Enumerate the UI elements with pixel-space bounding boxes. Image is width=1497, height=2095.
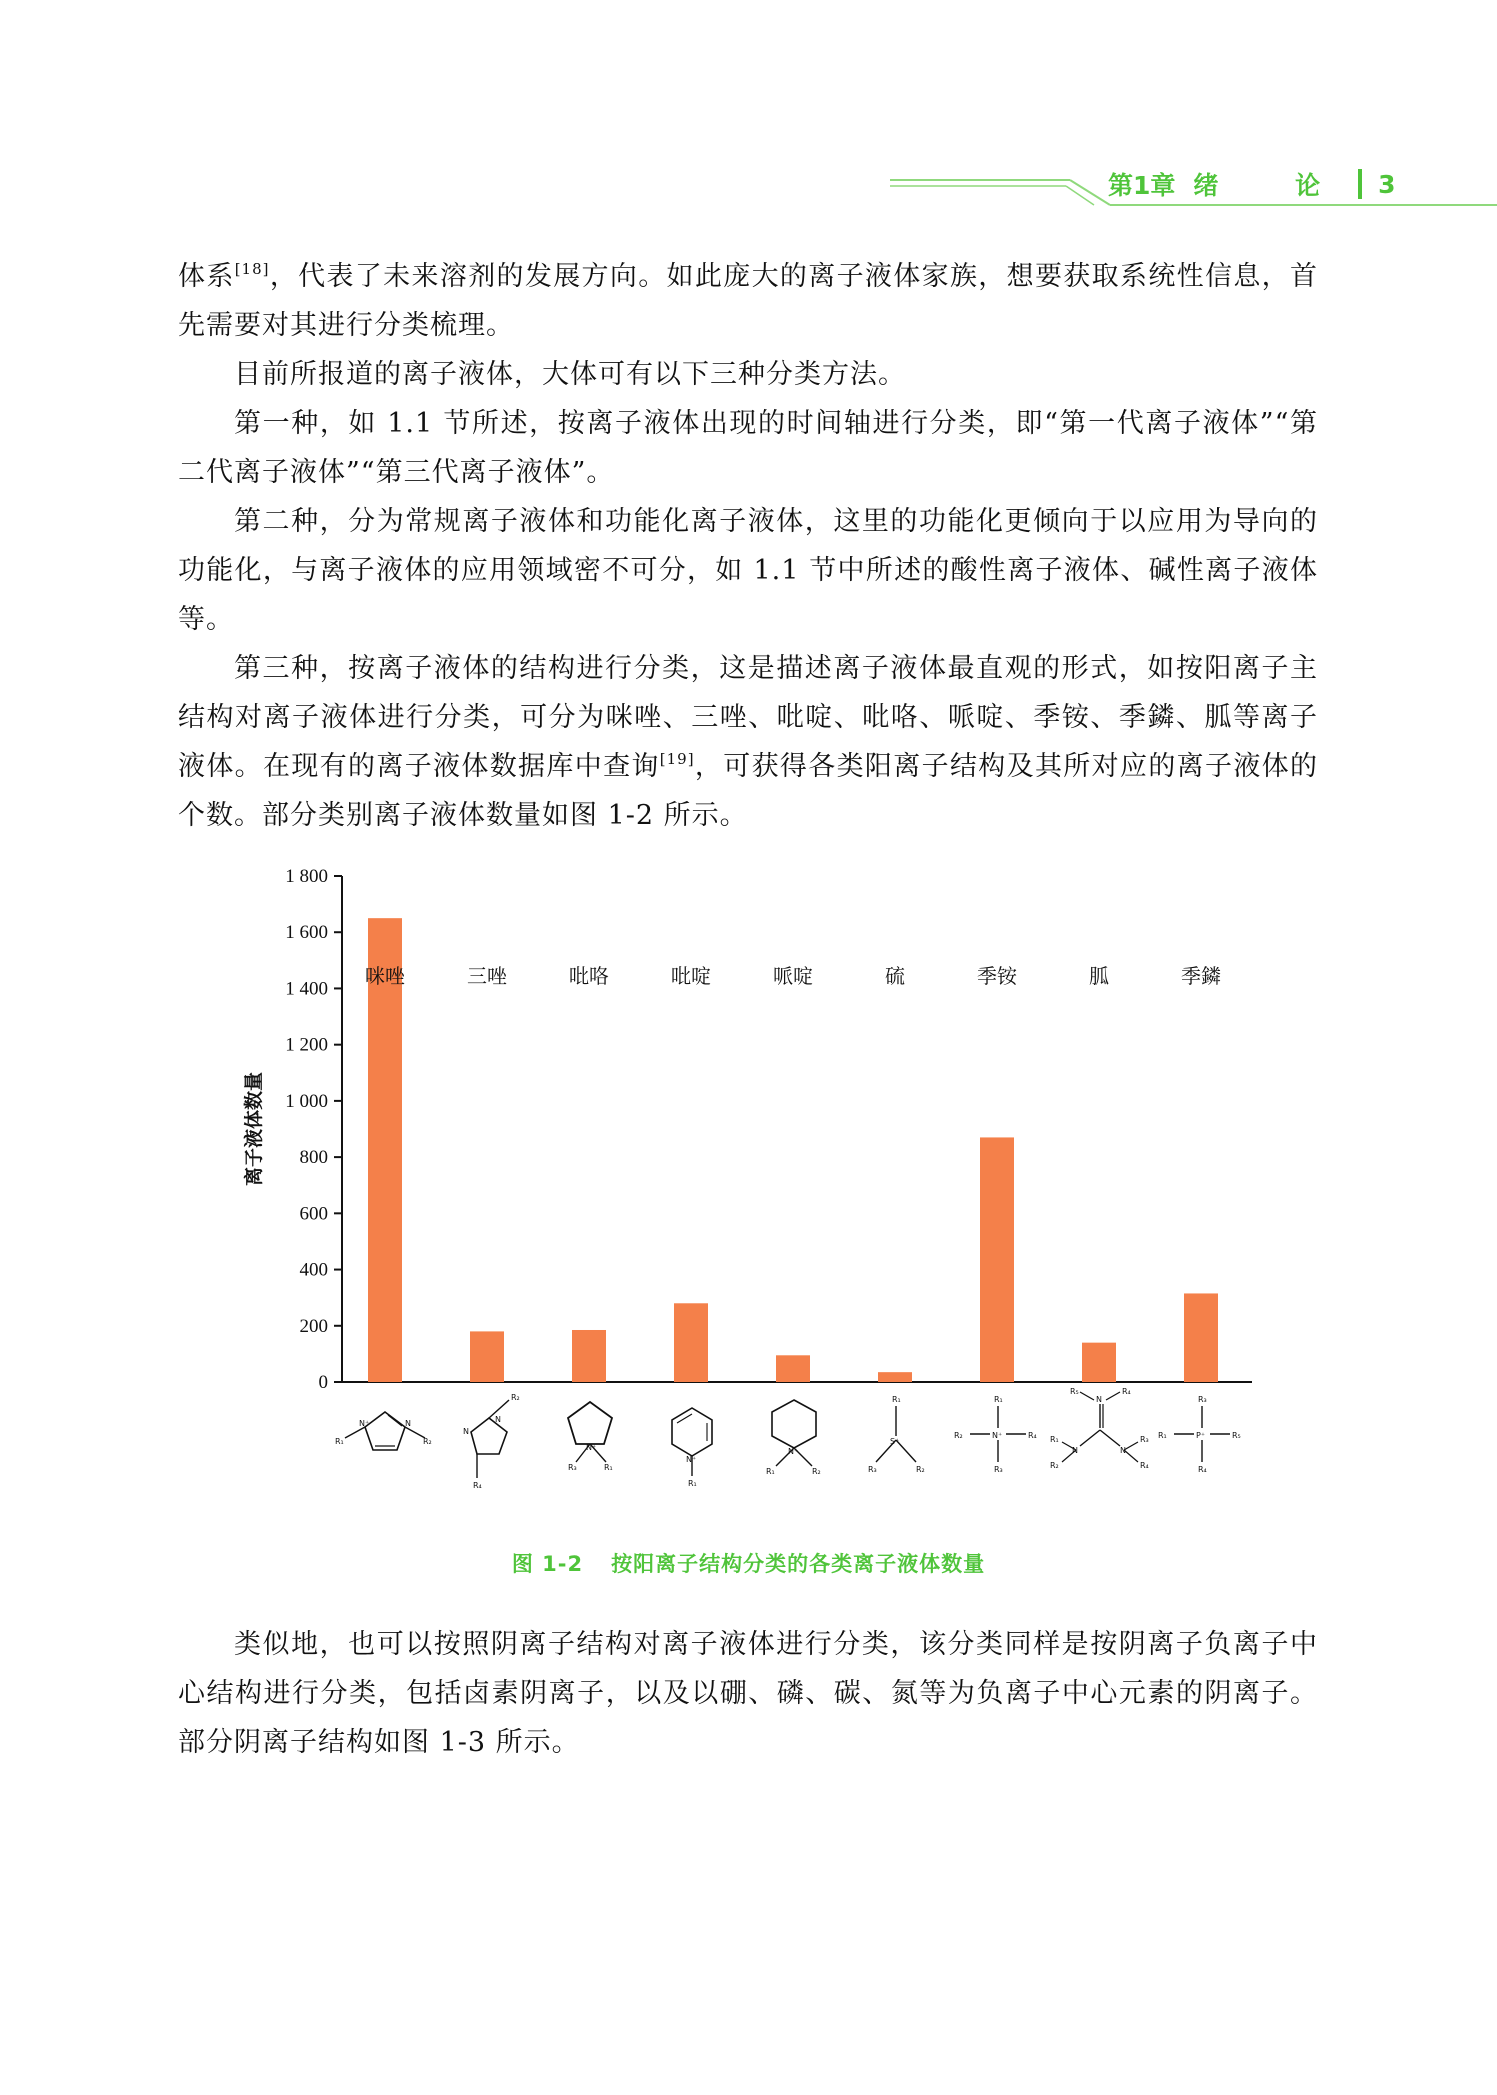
piperidinium-structure xyxy=(744,1390,844,1510)
atom-label: N xyxy=(463,1427,469,1436)
imidazolium-structure xyxy=(335,1390,435,1510)
chapter-title: 绪 论 xyxy=(1193,171,1355,200)
atom-label: N xyxy=(1072,1446,1078,1455)
atom-label: R₁ xyxy=(688,1479,697,1488)
atom-label: R₁ xyxy=(892,1395,901,1404)
y-tick-label: 200 xyxy=(299,1315,328,1337)
atom-label: R₃ xyxy=(868,1465,877,1474)
atom-label: R₁ xyxy=(766,1467,775,1476)
paragraph-3: 第一种，如 1.1 节所述，按离子液体出现的时间轴进行分类，即“第一代离子液体”“第二代离子液体”“第三代离子液体”。 xyxy=(178,408,1318,488)
bar-9 xyxy=(1184,1293,1218,1382)
category-label: 胍 xyxy=(1089,964,1109,988)
y-tick-label: 600 xyxy=(299,1203,328,1225)
y-tick-label: 1 200 xyxy=(285,1034,328,1056)
atom-label: R₃ xyxy=(568,1463,577,1472)
atom-label: R₃ xyxy=(1140,1435,1149,1444)
atom-label: R₄ xyxy=(1122,1387,1131,1396)
category-label: 吡咯 xyxy=(569,964,609,988)
triazolium-structure xyxy=(437,1390,537,1510)
figure-caption xyxy=(0,1548,1497,1578)
paragraph-5-text-a: 第三种，按离子液体的结构进行分类，这是描述离子液体最直观的形式，如按阳离子主结构对离子液体进行分类，可分为咪唑、三唑、吡啶、吡咯、哌啶、季铵、季鏻、胍等离子液体。在现有的离子液体数据库中查询 xyxy=(178,653,1318,782)
phosphonium-structure xyxy=(1152,1390,1252,1510)
header-separator xyxy=(1358,169,1362,199)
bar-8 xyxy=(1082,1343,1116,1382)
paragraph-1 xyxy=(178,252,1318,350)
atom-label: N⁺ xyxy=(686,1455,697,1464)
atom-label: N⁺ xyxy=(586,1443,597,1452)
atom-label: R₁ xyxy=(1050,1435,1059,1444)
category-label: 咪唑 xyxy=(365,964,405,988)
paragraph-6: 类似地，也可以按照阴离子结构对离子液体进行分类，该分类同样是按阴离子负离子中心结构进行分类，包括卤素阴离子，以及以硼、磷、碳、氮等为负离子中心元素的阴离子。部分阴离子结构如图 1-3 所示。 xyxy=(178,1629,1318,1758)
y-tick-label: 1 800 xyxy=(285,866,328,887)
atom-label: N xyxy=(495,1415,501,1424)
chapter-number: 第1章 xyxy=(1108,171,1176,200)
atom-label: R₂ xyxy=(423,1437,432,1446)
atom-label: R₂ xyxy=(812,1467,821,1476)
atom-label: R₁ xyxy=(335,1437,344,1446)
figure-caption-number: 图 1-2 xyxy=(511,1552,584,1576)
bar-5 xyxy=(776,1355,810,1382)
bar-4 xyxy=(674,1303,708,1382)
citation-18: [18] xyxy=(234,260,270,278)
paragraph-1-text-a: 体系 xyxy=(178,261,235,292)
running-head xyxy=(1108,164,1396,204)
atom-label: R₁ xyxy=(604,1463,613,1472)
category-label: 三唑 xyxy=(467,964,507,988)
y-tick-label: 1 000 xyxy=(285,1090,328,1112)
page-header xyxy=(0,0,1497,230)
category-label: 吡啶 xyxy=(671,964,711,988)
figure-caption-text: 按阳离子结构分类的各类离子液体数量 xyxy=(611,1552,986,1576)
bar-3 xyxy=(572,1330,606,1382)
atom-label: P⁺ xyxy=(1196,1431,1206,1440)
atom-label: N xyxy=(405,1419,411,1428)
bar-6 xyxy=(878,1372,912,1382)
pyridinium-structure xyxy=(642,1390,742,1510)
paragraph-5-text-b: ，可获得各类阳离子结构及其所对应的离子液体的个数。部分类别离子液体数量如图 1-2 所示。 xyxy=(178,751,1319,831)
atom-label: N xyxy=(1120,1446,1126,1455)
atom-label: R₅ xyxy=(1070,1387,1079,1396)
atom-label: R₄ xyxy=(473,1481,482,1490)
category-label: 季鏻 xyxy=(1181,964,1221,988)
atom-label: R₂ xyxy=(1050,1461,1059,1470)
ammonium-structure xyxy=(948,1390,1048,1510)
y-tick-label: 0 xyxy=(318,1372,328,1393)
atom-label: R₄ xyxy=(1028,1431,1037,1440)
category-label: 哌啶 xyxy=(773,964,813,988)
atom-label: R₂ xyxy=(511,1393,520,1402)
paragraph-4: 第二种，分为常规离子液体和功能化离子液体，这里的功能化更倾向于以应用为导向的功能化，与离子液体的应用领域密不可分，如 1.1 节中所述的酸性离子液体、碱性离子液体等。 xyxy=(178,506,1318,635)
atom-label: N⁺ xyxy=(788,1447,799,1456)
atom-label: R₃ xyxy=(1198,1395,1207,1404)
bar-7 xyxy=(980,1137,1014,1382)
atom-label: R₄ xyxy=(1198,1465,1207,1474)
atom-label: R₅ xyxy=(1232,1431,1241,1440)
y-tick-label: 1 400 xyxy=(285,978,328,1000)
y-tick-label: 800 xyxy=(299,1147,328,1169)
atom-label: R₂ xyxy=(916,1465,925,1474)
atom-label: R₁ xyxy=(1158,1431,1167,1440)
guanidinium-structure xyxy=(1050,1387,1150,1510)
atom-label: R₄ xyxy=(1140,1461,1149,1470)
y-tick-label: 400 xyxy=(299,1259,328,1281)
bar-2 xyxy=(470,1331,504,1382)
atom-label: S⁺ xyxy=(890,1437,900,1446)
category-label: 硫 xyxy=(885,964,905,988)
atom-label: N xyxy=(1096,1395,1102,1404)
paragraph-2: 目前所报道的离子液体，大体可有以下三种分类方法。 xyxy=(234,359,906,390)
atom-label: N⁺ xyxy=(992,1431,1003,1440)
atom-label: N⁺ xyxy=(359,1419,370,1428)
atom-label: R₃ xyxy=(994,1465,1003,1474)
cation-structures xyxy=(230,1387,1270,1550)
atom-label: R₁ xyxy=(994,1395,1003,1404)
category-label: 季铵 xyxy=(977,964,1017,988)
paragraph-1-text-b: ，代表了未来溶剂的发展方向。如此庞大的离子液体家族，想要获取系统性信息，首先需要对其进行分类梳理。 xyxy=(178,261,1319,341)
citation-19: [19] xyxy=(659,750,695,768)
page-number: 3 xyxy=(1378,169,1396,199)
pyrrolidinium-structure xyxy=(540,1390,640,1510)
paragraph-5 xyxy=(178,644,1318,840)
sulfonium-structure xyxy=(846,1390,946,1510)
y-tick-label: 1 600 xyxy=(285,922,328,944)
y-axis-label: 离子液体数量 xyxy=(243,1071,265,1187)
atom-label: R₂ xyxy=(954,1431,963,1440)
